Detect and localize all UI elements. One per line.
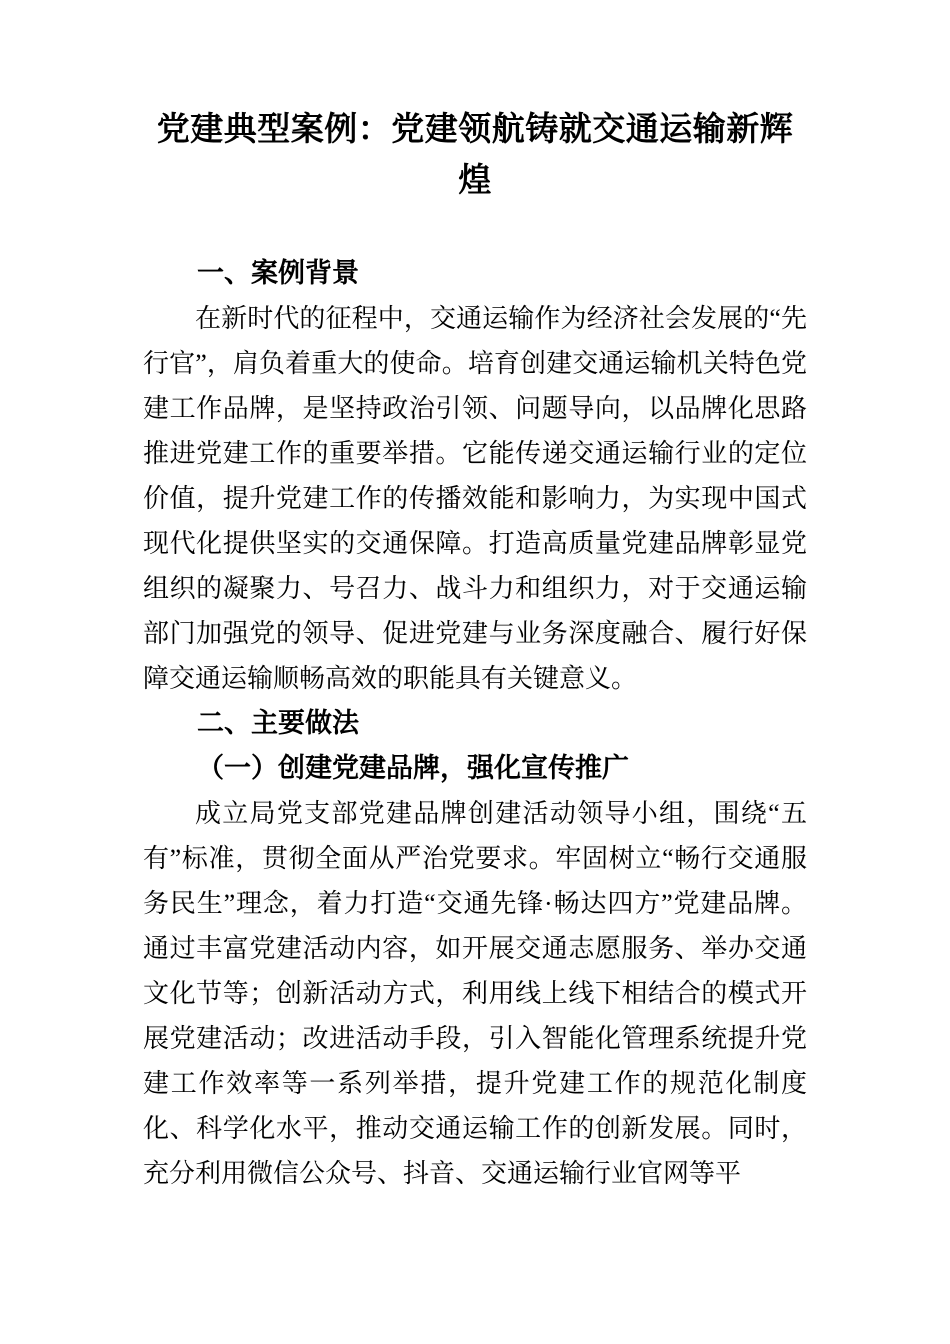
document-title: 党建典型案例：党建领航铸就交通运输新辉煌: [156, 112, 794, 199]
sub-heading-brand-creation: （一）创建党建品牌，强化宣传推广: [197, 753, 629, 783]
section-heading-case-background: 一、案例背景: [197, 258, 359, 288]
paragraph-case-background: 在新时代的征程中，交通运输作为经济社会发展的“先行官”，肩负着重大的使命。培育创建交通运输机关特色党建工作品牌，是坚持政治引领、问题导向，以品牌化思路推进党建工作的重要举措。它能传递交通运输行业的定位价值，提升党建工作的传播效能和影响力，为实现中国式现代化提供坚实的交通保障。打造高质量党建品牌彰显党组织的凝聚力、号召力、战斗力和组织力，对于交通运输部门加强党的领导、促进党建与业务深度融合、履行好保障交通运输顺畅高效的职能具有关键意义。: [143, 304, 807, 693]
section-heading-main-practices: 二、主要做法: [197, 708, 359, 738]
paragraph-brand-creation: 成立局党支部党建品牌创建活动领导小组，围绕“五有”标准，贯彻全面从严治党要求。牢固树立“畅行交通服务民生”理念，着力打造“交通先锋·畅达四方”党建品牌。通过丰富党建活动内容，如开展交通志愿服务、举办交通文化节等；创新活动方式，利用线上线下相结合的模式开展党建活动；改进活动手段，引入智能化管理系统提升党建工作效率等一系列举措，提升党建工作的规范化制度化、科学化水平，推动交通运输工作的创新发展。同时，充分利用微信公众号、抖音、交通运输行业官网等平: [143, 799, 807, 1188]
